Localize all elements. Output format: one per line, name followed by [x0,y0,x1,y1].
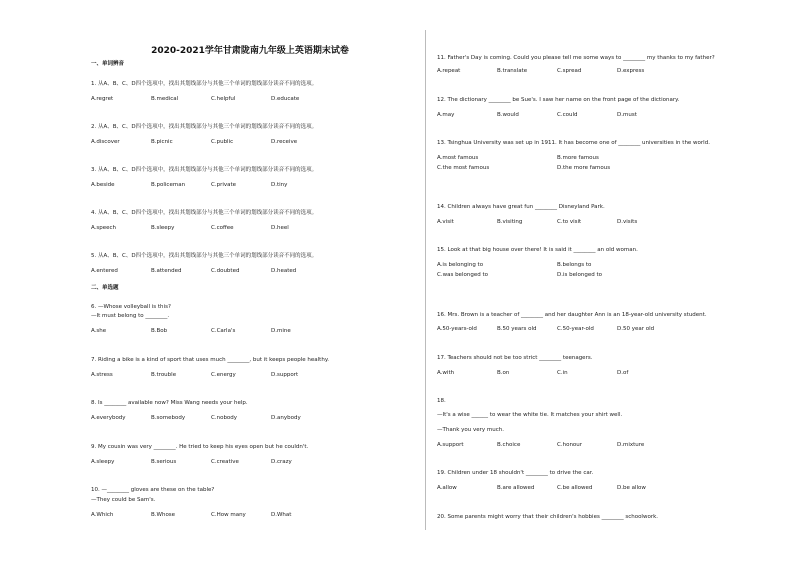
option-b[interactable]: B.trouble [151,372,177,378]
option-b[interactable]: B.translate [497,68,528,74]
option-c[interactable]: C.helpful [211,96,236,102]
question-stem: 14. Children always have great fun ________ Disneyland Park. [437,204,605,210]
section-heading-phonetics: 一、单词辨音 [91,61,125,67]
question-stem: 19. Children under 18 shouldn't ________ to drive the car. [437,470,594,476]
option-d[interactable]: D.be allow [617,485,646,491]
option-a[interactable]: A.most famous [437,155,479,161]
question-stem: 4. 从A、B、C、D四个选项中，找出其划线部分与其他三个单词的划线部分读音不同的选项。 [91,210,318,216]
column-divider [425,30,426,530]
option-b[interactable]: B.belongs to [557,262,592,268]
option-a[interactable]: A.Which [91,512,114,518]
question-options [91,512,351,519]
question-stem: 18. [437,398,446,404]
option-c[interactable]: C.spread [557,68,582,74]
option-a[interactable]: A.is belonging to [437,262,484,268]
option-b[interactable]: B.medical [151,96,179,102]
option-b[interactable]: B.50 years old [497,326,537,332]
section-heading-single-choice: 二、单选题 [91,285,119,291]
option-a[interactable]: A.everybody [91,415,126,421]
option-d[interactable]: D.mixture [617,442,645,448]
question-stem: 9. My cousin was very ________. He tried to keep his eyes open but he couldn't. [91,444,309,450]
option-d[interactable]: D.of [617,370,629,376]
question-stem: 11. Father's Day is coming. Could you please tell me some ways to ________ my thanks to my father? [437,55,715,61]
option-b[interactable]: B.are allowed [497,485,535,491]
option-d[interactable]: D.anybody [271,415,301,421]
question-stem: 7. Riding a bike is a kind of sport that uses much ________, but it keeps people healthy. [91,357,330,363]
option-d[interactable]: D.is belonged to [557,272,603,278]
option-a[interactable]: A.allow [437,485,457,491]
option-d[interactable]: D.support [271,372,299,378]
option-b[interactable]: B.would [497,112,519,118]
question-options-row2 [437,272,697,279]
option-a[interactable]: A.support [437,442,464,448]
question-stem: 3. 从A、B、C、D四个选项中，找出其划线部分与其他三个单词的划线部分读音不同的选项。 [91,167,318,173]
option-b[interactable]: B.policeman [151,182,186,188]
option-c[interactable]: C.doubted [211,268,240,274]
option-d[interactable]: D.crazy [271,459,292,465]
question-options [91,372,351,379]
option-d[interactable]: D.the more famous [557,165,611,171]
option-d[interactable]: D.mine [271,328,291,334]
question-options [91,268,351,275]
option-c[interactable]: C.How many [211,512,246,518]
question-options [437,326,697,333]
option-b[interactable]: B.on [497,370,510,376]
option-d[interactable]: D.What [271,512,292,518]
option-c[interactable]: C.coffee [211,225,234,231]
option-b[interactable]: B.more famous [557,155,599,161]
question-stem: 2. 从A、B、C、D四个选项中，找出其划线部分与其他三个单词的划线部分读音不同的选项。 [91,124,318,130]
option-a[interactable]: A.speech [91,225,117,231]
question-options-row2 [437,165,697,172]
option-b[interactable]: B.attended [151,268,182,274]
option-d[interactable]: D.receive [271,139,298,145]
option-c[interactable]: C.nobody [211,415,238,421]
option-c[interactable]: C.honour [557,442,583,448]
option-b[interactable]: B.somebody [151,415,186,421]
option-b[interactable]: B.Bob [151,328,168,334]
question-options [91,328,351,335]
option-b[interactable]: B.picnic [151,139,173,145]
option-a[interactable]: A.discover [91,139,120,145]
option-c[interactable]: C.in [557,370,568,376]
option-a[interactable]: A.regret [91,96,114,102]
option-a[interactable]: A.sleepy [91,459,115,465]
option-d[interactable]: D.visits [617,219,638,225]
option-c[interactable]: C.to visit [557,219,582,225]
option-d[interactable]: D.educate [271,96,300,102]
question-stem: 20. Some parents might worry that their children's hobbies ________ schoolwork. [437,514,659,520]
option-d[interactable]: D.heel [271,225,289,231]
question-options [91,459,351,466]
option-b[interactable]: B.Whose [151,512,176,518]
question-stem: 15. Look at that big house over there! It is said it ________ an old woman. [437,247,638,253]
question-stem: 8. Is ________ available now? Miss Wang needs your help. [91,400,248,406]
option-c[interactable]: C.private [211,182,237,188]
option-a[interactable]: A.may [437,112,455,118]
option-a[interactable]: A.beside [91,182,115,188]
option-c[interactable]: C.Carla's [211,328,236,334]
option-b[interactable]: B.choice [497,442,521,448]
question-stem: 5. 从A、B、C、D四个选项中，找出其划线部分与其他三个单词的划线部分读音不同的选项。 [91,253,318,259]
option-d[interactable]: D.50 year old [617,326,655,332]
question-stem: 10. —________ gloves are these on the table? [91,487,215,493]
option-b[interactable]: B.serious [151,459,177,465]
question-options [437,370,697,377]
option-c[interactable]: C.energy [211,372,236,378]
question-stem: 13. Tsinghua University was set up in 1911. It has become one of ________ universities in the world. [437,140,710,146]
question-options [437,155,697,162]
option-c[interactable]: C.could [557,112,578,118]
option-a[interactable]: A.visit [437,219,454,225]
option-c[interactable]: C.be allowed [557,485,593,491]
question-options [437,442,697,449]
option-d[interactable]: D.must [617,112,637,118]
question-stem-line: —Thank you very much. [437,427,504,433]
question-options [437,112,697,119]
option-b[interactable]: B.sleepy [151,225,175,231]
option-d[interactable]: D.tiny [271,182,288,188]
page-title: 2020-2021学年甘肃陇南九年级上英语期末试卷 [151,46,349,56]
option-d[interactable]: D.heated [271,268,297,274]
option-c[interactable]: C.the most famous [437,165,490,171]
question-options [91,139,351,146]
question-options [437,262,697,269]
question-stem: 6. —Whose volleyball is this? [91,304,171,310]
option-a[interactable]: A.she [91,328,107,334]
question-options [91,182,351,189]
question-stem: 16. Mrs. Brown is a teacher of ________ and her daughter Ann is an 18-year-old university student. [437,312,707,318]
question-stem-line: —They could be Sam's. [91,497,156,503]
option-c[interactable]: C.was belonged to [437,272,488,278]
option-d[interactable]: D.express [617,68,645,74]
option-c[interactable]: C.public [211,139,234,145]
option-c[interactable]: C.creative [211,459,239,465]
option-a[interactable]: A.entered [91,268,118,274]
option-a[interactable]: A.with [437,370,455,376]
question-stem: 17. Teachers should not be too strict ________ teenagers. [437,355,593,361]
question-options [437,485,697,492]
question-options [437,219,697,226]
option-c[interactable]: C.50-year-old [557,326,594,332]
question-options [91,225,351,232]
question-options [91,415,351,422]
question-stem-line: —It must belong to ________. [91,313,170,319]
option-a[interactable]: A.50-years-old [437,326,477,332]
question-stem-line: —It's a wise ______ to wear the white tie. It matches your shirt well. [437,412,623,418]
question-options [437,68,697,75]
option-a[interactable]: A.stress [91,372,113,378]
question-stem: 12. The dictionary ________ be Sue's. I saw her name on the front page of the dictionary. [437,97,680,103]
question-options [91,96,351,103]
option-b[interactable]: B.visiting [497,219,523,225]
question-stem: 1. 从A、B、C、D四个选项中，找出其划线部分与其他三个单词的划线部分读音不同的选项。 [91,81,318,87]
option-a[interactable]: A.repeat [437,68,461,74]
